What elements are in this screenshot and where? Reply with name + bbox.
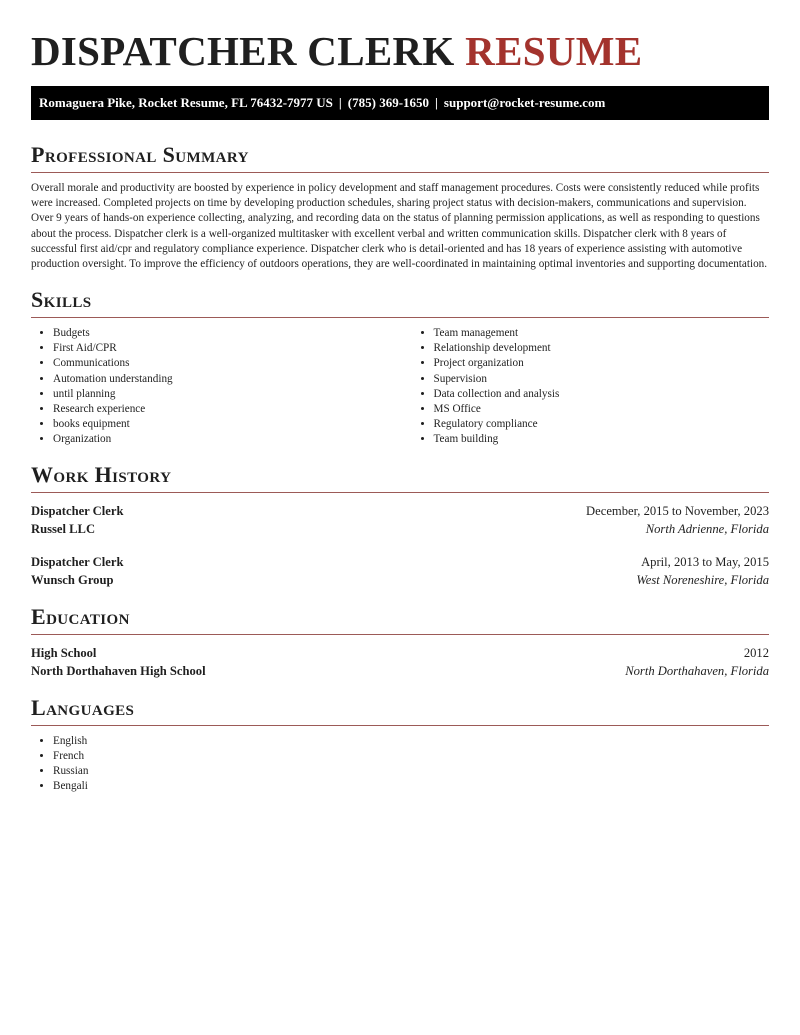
job-entry [31,553,769,589]
contact-separator: | [338,95,342,110]
job-company: Wunsch Group [31,572,114,587]
job-entry [31,502,769,538]
section-divider [31,725,769,726]
education-location: North Dorthahaven, Florida [625,663,769,678]
education-heading: Education [31,603,130,629]
languages-list [31,734,769,794]
education-degree: High School [31,645,97,660]
job-title: Dispatcher Clerk [31,503,124,518]
section-divider [31,172,769,173]
language-item: • Bengali [53,779,769,794]
language-item: • French [53,749,769,764]
job-dates: April, 2013 to May, 2015 [641,554,769,569]
skill-item: • Project organization [434,356,770,371]
skill-item: • Budgets [53,326,389,341]
education-school-row [31,662,769,680]
contact-email: support@rocket-resume.com [443,95,606,110]
section-divider [31,634,769,635]
education-year: 2012 [743,645,769,660]
job-location: West Noreneshire, Florida [636,572,769,587]
skill-item: • Team management [434,326,770,341]
skill-item: • Relationship development [434,341,770,356]
contact-phone: (785) 369-1650 [347,95,430,110]
title-accent: RESUME [465,28,643,74]
job-title: Dispatcher Clerk [31,554,124,569]
job-header-row [31,502,769,520]
education-entry [31,644,769,680]
summary-heading: Professional Summary [31,142,249,167]
job-location: North Adrienne, Florida [645,521,769,536]
skills-column-left [31,326,389,447]
education-header-row [31,644,769,662]
languages-heading: Languages [31,694,135,720]
education-school: North Dorthahaven High School [31,663,206,678]
title-main: DISPATCHER CLERK [31,28,455,74]
contact-address: Romaguera Pike, Rocket Resume, FL 76432-7977 US [39,95,333,110]
work-history-heading: Work History [31,461,172,487]
skill-item: • Data collection and analysis [434,387,770,402]
skill-item: • Regulatory compliance [434,417,770,432]
skill-item: • books equipment [53,417,389,432]
skill-item: • MS Office [434,402,770,417]
section-divider [31,317,769,318]
job-dates: December, 2015 to November, 2023 [586,503,769,518]
skill-item: • First Aid/CPR [53,341,389,356]
contact-bar [31,86,769,120]
skill-item: • Research experience [53,402,389,417]
skills-list [31,326,769,447]
language-item: • Russian [53,764,769,779]
skill-item: • Supervision [434,372,770,387]
skill-item: • until planning [53,387,389,402]
skills-column-right [412,326,770,447]
skill-item: • Communications [53,356,389,371]
resume-title [31,28,769,74]
job-company-row [31,520,769,538]
skill-item: • Team building [434,432,770,447]
section-divider [31,492,769,493]
language-item: • English [53,734,769,749]
skills-heading: Skills [31,287,92,313]
job-company: Russel LLC [31,521,96,536]
contact-separator: | [435,95,438,110]
job-header-row [31,553,769,571]
summary-text: Overall morale and productivity are boosted by experience in policy development and staff management procedures. Costs were consistently reduced while profits were increased. Completed projects on time by developing production schedules, sharing project status with decision-makers, communications and supervision. Over 9 years of hands-on experience collecting, analyzing, and recording data on the status of planning permission applications, as well as responding to questions about the process. Dispatcher clerk is a well-organized multitasker with excellent verbal and written communication skills. Dispatcher clerk with 8 years of successful first aid/cpr and regulatory compliance experience. Dispatcher clerk who is detail-oriented and has 18 years of experience assisting with automotive production oversight. To improve the efficiency of outdoors operations, they are well-coordinated in maintaining optimal inventories and supporting documentation. [31,182,768,271]
job-company-row [31,571,769,589]
skill-item: • Automation understanding [53,372,389,387]
skill-item: • Organization [53,432,389,447]
